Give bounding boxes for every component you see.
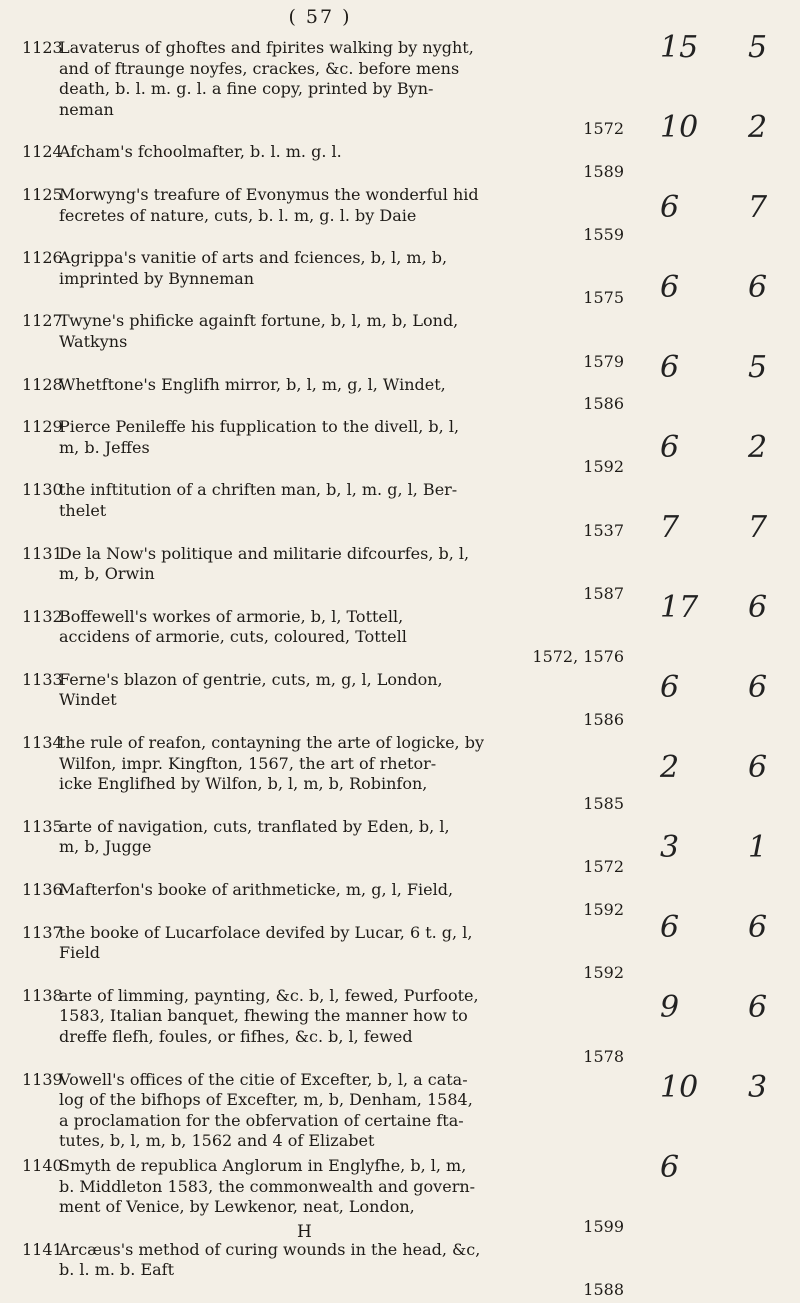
- lot-number: 1125: [22, 184, 63, 204]
- page-number: ( 57 ): [288, 6, 352, 28]
- entry-line: [22, 332, 632, 353]
- lot-number: 1131: [22, 543, 63, 563]
- margin-note: 7: [660, 510, 680, 545]
- entry-line: [22, 607, 632, 628]
- entry-text: thelet: [59, 500, 107, 520]
- entry-line: [22, 185, 632, 206]
- entry-line: [22, 1027, 632, 1048]
- lot-number: 1141: [22, 1239, 63, 1259]
- catalogue-entry: [22, 817, 632, 876]
- entry-line: [22, 79, 632, 100]
- entry-line: [22, 1156, 632, 1177]
- entry-line: [22, 1260, 632, 1281]
- catalogue-entry: [22, 923, 632, 982]
- entry-year: 1585: [583, 793, 624, 813]
- entry-text: Morwyng's treafure of Evonymus the wonderful hid: [59, 184, 479, 204]
- catalogue-entry: [22, 1070, 632, 1152]
- entry-text: arte of limming, paynting, &c. b, l, fewed, Purfoote,: [59, 985, 479, 1005]
- entry-text: tutes, b, l, m, b, 1562 and 4 of Elizabet: [59, 1131, 375, 1151]
- margin-note: 10: [660, 1070, 699, 1105]
- entry-year: 1572: [583, 119, 624, 139]
- entry-year: 1592: [583, 899, 624, 919]
- entry-text: Twyne's phificke againft fortune, b, l, m, b, Lond,: [59, 311, 459, 331]
- entry-line: [22, 501, 632, 522]
- lot-number: 1126: [22, 248, 63, 268]
- entry-text: Boffewell's workes of armorie, b, l, Tottell,: [59, 606, 404, 626]
- entry-year: 1572: [583, 857, 624, 877]
- lot-number: 1127: [22, 311, 63, 331]
- margin-note: 17: [660, 590, 699, 625]
- entry-line: [22, 206, 632, 227]
- entry-line: [22, 38, 632, 59]
- margin-note: 6: [748, 270, 768, 305]
- lot-number: 1136: [22, 880, 63, 900]
- lot-number: 1129: [22, 417, 63, 437]
- catalogue-entry: [22, 480, 632, 539]
- entry-text: Whetftone's Englifh mirror, b, l, m, g, l, Windet,: [59, 374, 446, 394]
- margin-note: 6: [748, 990, 768, 1025]
- entry-line: [22, 269, 632, 290]
- entry-line: [22, 59, 632, 80]
- margin-note: 6: [748, 590, 768, 625]
- entry-text: Lavaterus of ghoftes and fpirites walking by nyght,: [59, 38, 474, 57]
- margin-note: 6: [748, 670, 768, 705]
- margin-note: 6: [660, 190, 680, 225]
- entry-text: b. l. m. b. Eaft: [59, 1260, 175, 1280]
- entry-text: arte of navigation, cuts, tranflated by Eden, b, l,: [59, 816, 450, 836]
- entry-year: 1588: [583, 1279, 624, 1299]
- entry-line: [22, 837, 632, 858]
- margin-note: 5: [748, 30, 768, 65]
- entry-line: [22, 1131, 632, 1152]
- lot-number: 1132: [22, 606, 63, 626]
- lot-number: 1130: [22, 480, 63, 500]
- entry-year: 1599: [583, 1216, 624, 1236]
- entry-year: 1587: [583, 583, 624, 603]
- margin-note: 6: [660, 910, 680, 945]
- catalogue-entry: [22, 1156, 632, 1236]
- entry-line: [22, 564, 632, 585]
- entry-text: Agrippa's vanitie of arts and fciences, b, l, m, b,: [59, 248, 448, 268]
- entry-line: [22, 417, 632, 438]
- entry-text: and of ftraunge noyfes, crackes, &c. before mens: [59, 58, 460, 78]
- entry-line: [22, 817, 632, 838]
- entry-text: Vowell's offices of the citie of Excefter, b, l, a cata-: [59, 1069, 468, 1089]
- catalogue-entry: [22, 38, 632, 138]
- entry-text: Windet: [59, 690, 117, 710]
- margin-note: 3: [660, 830, 680, 865]
- entry-line: [22, 1090, 632, 1111]
- entry-year: 1537: [583, 520, 624, 540]
- catalogue-entry: [22, 607, 632, 666]
- entry-text: m, b, Orwin: [59, 564, 155, 584]
- lot-number: 1140: [22, 1155, 63, 1175]
- entry-text: De la Now's politique and militarie difcourfes, b, l,: [59, 543, 470, 563]
- margin-note: 6: [660, 270, 680, 305]
- entry-line: [22, 1111, 632, 1132]
- entry-line: [22, 311, 632, 332]
- entry-text: Field: [59, 943, 101, 963]
- entry-text: a proclamation for the obfervation of certaine fta-: [59, 1110, 464, 1130]
- catalogue-entry: [22, 311, 632, 370]
- entry-line: [22, 943, 632, 964]
- lot-number: 1135: [22, 816, 63, 836]
- catalogue-entry: [22, 670, 632, 729]
- entry-text: Pierce Penileffe his fupplication to the divell, b, l,: [59, 417, 460, 437]
- entry-text: log of the bifhops of Excefter, m, b, Denham, 1584,: [59, 1090, 473, 1110]
- catalogue-entry: [22, 375, 632, 414]
- entry-line: [22, 480, 632, 501]
- entry-line: [22, 754, 632, 775]
- handwritten-price-notes: [640, 30, 800, 1210]
- entry-year: 1559: [583, 225, 624, 245]
- entry-text: b. Middleton 1583, the commonwealth and govern-: [59, 1176, 476, 1196]
- entry-line: [22, 670, 632, 691]
- entry-line: [22, 142, 632, 163]
- entry-text: the rule of reafon, contayning the arte of logicke, by: [59, 733, 484, 753]
- entry-line: [22, 880, 632, 901]
- catalogue-entry: [22, 733, 632, 813]
- entry-text: 1583, Italian banquet, fhewing the manner how to: [59, 1006, 468, 1026]
- entry-text: Watkyns: [59, 331, 128, 351]
- margin-note: 5: [748, 350, 768, 385]
- entry-year: 1586: [583, 394, 624, 414]
- lot-number: 1123: [22, 38, 63, 57]
- entry-line: [22, 1177, 632, 1198]
- entry-year: 1579: [583, 351, 624, 371]
- margin-note: 10: [660, 110, 699, 145]
- entry-year: 1575: [583, 288, 624, 308]
- catalogue-entry: [22, 544, 632, 603]
- margin-note: 6: [660, 350, 680, 385]
- entry-line: [22, 923, 632, 944]
- catalogue-entry: [22, 185, 632, 244]
- entry-text: imprinted by Bynneman: [59, 268, 255, 288]
- entry-line: [22, 1070, 632, 1091]
- entry-year: 1586: [583, 710, 624, 730]
- lot-number: 1128: [22, 374, 63, 394]
- margin-note: 6: [660, 1150, 680, 1185]
- entry-text: death, b. l. m. g. l. a fine copy, printed by Byn-: [59, 79, 434, 99]
- catalogue-entry: [22, 1240, 632, 1299]
- entry-text: accidens of armorie, cuts, coloured, Tottell: [59, 627, 407, 647]
- entry-text: the booke of Lucarfolace devifed by Lucar, 6 t. g, l,: [59, 922, 473, 942]
- lot-number: 1124: [22, 142, 63, 162]
- entry-line: [22, 690, 632, 711]
- entry-line: [22, 1197, 632, 1218]
- catalogue-entries: [22, 38, 632, 1303]
- entry-year: 1589: [583, 161, 624, 181]
- margin-note: 9: [660, 990, 680, 1025]
- margin-note: 6: [748, 750, 768, 785]
- entry-text: neman: [59, 99, 114, 119]
- entry-text: m, b. Jeffes: [59, 437, 150, 457]
- entry-text: the inftitution of a chriften man, b, l, m. g, l, Ber-: [59, 480, 458, 500]
- entry-year: 1592: [583, 962, 624, 982]
- entry-text: Mafterfon's booke of arithmeticke, m, g, l, Field,: [59, 880, 454, 900]
- entry-line: [22, 627, 632, 648]
- entry-line: [22, 774, 632, 795]
- entry-line: [22, 544, 632, 565]
- margin-note: 7: [748, 190, 768, 225]
- entry-text: Smyth de republica Anglorum in Englyfhe, b, l, m,: [59, 1155, 467, 1175]
- entry-text: dreffe flefh, foules, or fifhes, &c. b, l, fewed: [59, 1027, 413, 1046]
- entry-line: [22, 375, 632, 396]
- lot-number: 1139: [22, 1069, 63, 1089]
- margin-note: 1: [748, 830, 768, 865]
- signature-mark: H: [297, 1222, 312, 1242]
- margin-note: 6: [660, 430, 680, 465]
- entry-line: [22, 248, 632, 269]
- margin-note: 6: [748, 910, 768, 945]
- margin-note: 2: [748, 430, 768, 465]
- catalogue-entry: [22, 142, 632, 181]
- margin-note: 3: [748, 1070, 768, 1105]
- entry-line: [22, 733, 632, 754]
- margin-note: 2: [748, 110, 768, 145]
- lot-number: 1134: [22, 733, 63, 753]
- catalogue-entry: [22, 417, 632, 476]
- entry-text: Ferne's blazon of gentrie, cuts, m, g, l, London,: [59, 669, 443, 689]
- entry-text: Arcæus's method of curing wounds in the head, &c,: [59, 1239, 481, 1259]
- entry-line: [22, 1240, 632, 1261]
- catalogue-entry: [22, 248, 632, 307]
- entry-text: Afcham's fchoolmafter, b. l. m. g. l.: [59, 142, 342, 162]
- entry-line: [22, 1006, 632, 1027]
- entry-line: [22, 100, 632, 121]
- entry-text: icke Englifhed by Wilfon, b, l, m, b, Robinfon,: [59, 774, 428, 794]
- margin-note: 2: [660, 750, 680, 785]
- lot-number: 1133: [22, 669, 63, 689]
- lot-number: 1137: [22, 922, 63, 942]
- lot-number: 1138: [22, 985, 63, 1005]
- entry-text: ment of Venice, by Lewkenor, neat, London,: [59, 1197, 415, 1217]
- entry-text: fecretes of nature, cuts, b. l. m, g. l. by Daie: [59, 205, 417, 225]
- margin-note: 6: [660, 670, 680, 705]
- entry-year: 1578: [583, 1046, 624, 1066]
- entry-line: [22, 986, 632, 1007]
- catalogue-entry: [22, 986, 632, 1066]
- entry-text: m, b, Jugge: [59, 837, 152, 857]
- entry-text: Wilfon, impr. Kingfton, 1567, the art of rhetor-: [59, 753, 437, 773]
- catalogue-entry: [22, 880, 632, 919]
- margin-note: 15: [660, 30, 699, 65]
- margin-note: 7: [748, 510, 768, 545]
- entry-year: 1572, 1576: [532, 646, 624, 666]
- entry-year: 1592: [583, 457, 624, 477]
- entry-line: [22, 438, 632, 459]
